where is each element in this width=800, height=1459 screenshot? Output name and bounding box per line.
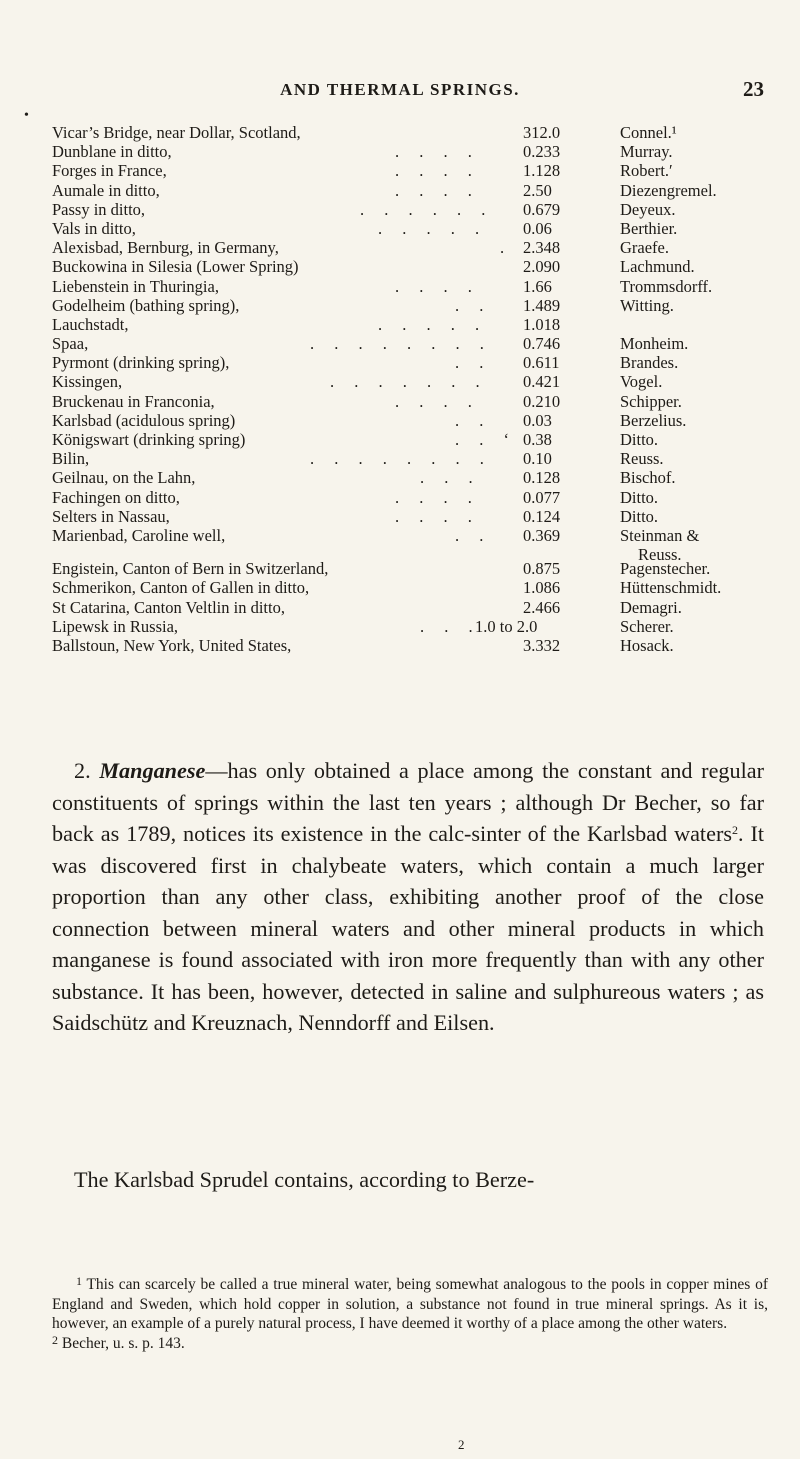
row-value: 1.66 (523, 276, 552, 296)
table-row (0, 238, 800, 257)
row-value: 0.875 (523, 559, 561, 579)
row-value: 1.086 (523, 578, 561, 598)
table-row (0, 488, 800, 507)
row-value: 2.50 (523, 180, 552, 200)
table-row (0, 559, 800, 578)
row-authority: Hosack. (620, 635, 674, 655)
row-authority: Trommsdorff. (620, 276, 713, 296)
row-authority: Bischof. (620, 468, 676, 488)
footnote-2-text: Becher, u. s. p. 143. (61, 1334, 185, 1352)
running-title: AND THERMAL SPRINGS. (280, 80, 520, 99)
table-row (0, 507, 800, 526)
row-authority: Reuss. (620, 449, 664, 469)
row-authority: Murray. (620, 142, 673, 162)
row-leader-dots: . . (455, 295, 492, 315)
row-leader-dots: . . . (420, 616, 481, 636)
row-value: 0.679 (523, 199, 561, 219)
row-authority: Pagenstecher. (620, 559, 711, 579)
paragraph-text-2: . It was discovered first in chalybeate waters, which contain a much larger proportion than any other class, exhibiting another proof of the close connection between mineral waters and other mineral products in which manganese is found associated with iron more frequently than with any other substance. It has been, however, detected in saline and sulphureous waters ; as Saidschütz and Kreuznach, Nenndorff and Eilsen. (52, 821, 765, 1035)
row-value: 2.348 (523, 238, 561, 258)
paragraph-text-1: —has only obtained a place among the constant and regular constituents of springs within the last ten years ; although Dr Becher, so far back as 1789, notices its existence in the calc-sinter of the Karlsbad waters (52, 758, 765, 846)
footnotes (52, 1275, 768, 1353)
row-authority: Robert.′ (620, 161, 673, 181)
row-authority: Demagri. (620, 597, 682, 617)
table-row (0, 200, 800, 219)
table-row (0, 219, 800, 238)
footnote-2 (52, 1334, 768, 1354)
row-value: 0.077 (523, 487, 561, 507)
row-value: 0.124 (523, 506, 561, 526)
row-place: Vals in ditto, (52, 218, 136, 238)
footnote-ref[interactable]: 2 (731, 823, 738, 837)
footnote-2-mark: 2 (52, 1332, 58, 1347)
row-value: 0.10 (523, 449, 552, 469)
table-row (0, 296, 800, 315)
row-place: Godelheim (bathing spring), (52, 295, 240, 315)
row-leader-dots: . . . . (395, 142, 480, 162)
table-row (0, 411, 800, 430)
row-authority-continued: Reuss. (638, 544, 682, 564)
row-place: Pyrmont (drinking spring), (52, 353, 230, 373)
row-leader-dots: . . . . (395, 487, 480, 507)
row-place: Karlsbad (acidulous spring) (52, 410, 236, 430)
row-value: 0.611 (523, 353, 560, 373)
row-value: 2.090 (523, 257, 561, 277)
paragraph-text-3: The Karlsbad Sprudel contains, according to Berze- (74, 1167, 535, 1192)
row-place: Forges in France, (52, 161, 167, 181)
row-value: 1.489 (523, 295, 561, 315)
row-place: Alexisbad, Bernburg, in Germany, (52, 238, 279, 258)
table-row (0, 449, 800, 468)
row-leader-dots: . . . . (395, 276, 480, 296)
footnote-1 (52, 1275, 768, 1334)
row-value: 0.210 (523, 391, 561, 411)
row-place: Geilnau, on the Lahn, (52, 468, 196, 488)
row-value: 312.0 (523, 123, 561, 142)
row-leader-dots: . . ʻ (455, 430, 517, 449)
row-place: St Catarina, Canton Veltlin in ditto, (52, 597, 285, 617)
row-authority: Schipper. (620, 391, 682, 411)
row-leader-dots: . . (455, 525, 492, 545)
row-leader-dots: . . . . . . . . (310, 334, 492, 354)
row-value: 0.03 (523, 410, 552, 430)
row-value: 0.38 (523, 430, 552, 449)
manganese-paragraph (52, 755, 764, 1039)
row-place: Vicar’s Bridge, near Dollar, Scotland, (52, 123, 301, 142)
row-place: Schmerikon, Canton of Gallen in ditto, (52, 578, 310, 598)
signature-mark: 2 (458, 1437, 465, 1452)
row-place: Lipewsk in Russia, (52, 616, 179, 636)
row-value: 0.06 (523, 218, 552, 238)
row-value: 1.128 (523, 161, 561, 181)
row-value: 0.746 (523, 334, 561, 354)
table-row (0, 277, 800, 296)
table-row (0, 525, 800, 564)
row-place: Liebenstein in Thuringia, (52, 276, 219, 296)
row-place: Fachingen on ditto, (52, 487, 180, 507)
row-authority: Monheim. (620, 334, 689, 354)
row-value: 0.421 (523, 372, 561, 392)
row-value: 1.0 to 2.0 (475, 616, 538, 636)
row-leader-dots: . . . . (395, 391, 480, 411)
row-place: Lauchstadt, (52, 314, 129, 334)
row-leader-dots: . . . . . (378, 314, 488, 334)
row-authority: Graefe. (620, 238, 670, 258)
row-place: Aumale in ditto, (52, 180, 160, 200)
bullet-mark: • (24, 108, 29, 123)
row-value: 0.128 (523, 468, 561, 488)
table-row (0, 636, 800, 655)
row-value: 0.233 (523, 142, 561, 162)
row-authority: Ditto. (620, 506, 659, 526)
row-place: Dunblane in ditto, (52, 142, 172, 162)
karlsbad-paragraph (52, 1164, 764, 1196)
springs-table (0, 123, 800, 655)
row-authority: Steinman & (620, 525, 700, 545)
row-authority: Deyeux. (620, 199, 676, 219)
row-leader-dots: . . (455, 353, 492, 373)
footnote-1-text: This can scarcely be called a true mineral water, being somewhat analogous to the pools in copper mines of England and Sweden, which hold copper in solution, a substance not found in true mineral springs. As it is, however, an example of a purely natural process, I have deemed it worthy of a place among the other waters. (52, 1276, 768, 1332)
footnote-1-mark: 1 (76, 1274, 82, 1288)
row-leader-dots: . (500, 238, 513, 258)
table-row (0, 617, 800, 636)
row-value: 0.369 (523, 525, 561, 545)
row-leader-dots: . . . . . . (360, 199, 494, 219)
row-leader-dots: . . (455, 410, 492, 430)
row-authority: Scherer. (620, 616, 674, 636)
section-number: 2. (74, 758, 91, 783)
table-row (0, 392, 800, 411)
row-leader-dots: . . . . . (378, 218, 488, 238)
table-row (0, 142, 800, 161)
row-value: 1.018 (523, 314, 561, 334)
table-row (0, 315, 800, 334)
row-place: Selters in Nassau, (52, 506, 170, 526)
row-place: Spaa, (52, 334, 89, 354)
table-row (0, 334, 800, 353)
table-row (0, 161, 800, 180)
row-authority: Diezengremel. (620, 180, 717, 200)
row-place: Buckowina in Silesia (Lower Spring) (52, 257, 299, 277)
page-number: 23 (743, 77, 764, 101)
table-row (0, 468, 800, 487)
row-authority: Vogel. (620, 372, 663, 392)
table-row (0, 598, 800, 617)
row-authority: Lachmund. (620, 257, 695, 277)
row-place: Bilin, (52, 449, 90, 469)
running-head (0, 77, 800, 108)
table-row (0, 430, 800, 449)
row-authority: Ditto. (620, 487, 659, 507)
row-leader-dots: . . . . . . . (330, 372, 488, 392)
row-leader-dots: . . . . (395, 180, 480, 200)
row-authority: Connel.¹ (620, 123, 677, 142)
section-heading: Manganese (99, 758, 206, 783)
row-authority: Berthier. (620, 218, 678, 238)
row-leader-dots: . . . . . . . . (310, 449, 492, 469)
row-authority: Ditto. (620, 430, 659, 449)
row-place: Engistein, Canton of Bern in Switzerland, (52, 559, 329, 579)
row-place: Marienbad, Caroline well, (52, 525, 226, 545)
row-place: Bruckenau in Franconia, (52, 391, 215, 411)
table-row (0, 353, 800, 372)
row-value: 2.466 (523, 597, 561, 617)
row-authority: Hüttenschmidt. (620, 578, 722, 598)
row-place: Ballstoun, New York, United States, (52, 635, 292, 655)
row-authority: Witting. (620, 295, 674, 315)
table-row (0, 123, 800, 142)
row-leader-dots: . . . . (395, 506, 480, 526)
row-value: 3.332 (523, 635, 561, 655)
row-leader-dots: . . . . (395, 161, 480, 181)
row-place: Passy in ditto, (52, 199, 146, 219)
row-authority: Brandes. (620, 353, 679, 373)
row-place: Kissingen, (52, 372, 123, 392)
row-place: Königswart (drinking spring) (52, 430, 246, 449)
table-row (0, 181, 800, 200)
row-authority: Berzelius. (620, 410, 687, 430)
table-row (0, 578, 800, 597)
table-row (0, 372, 800, 391)
table-row (0, 257, 800, 276)
row-leader-dots: . . . (420, 468, 481, 488)
